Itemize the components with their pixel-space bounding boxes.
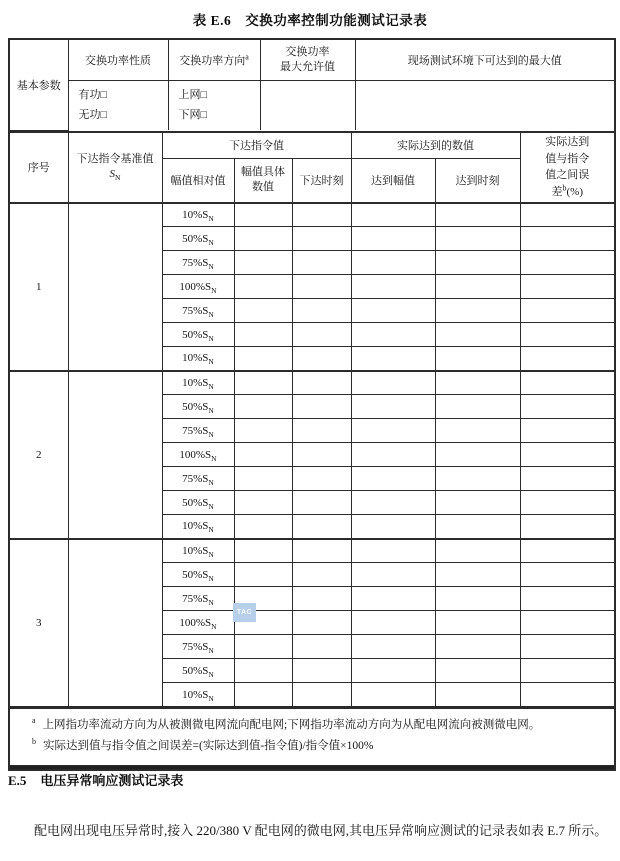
footnote-a: $^a$ 上网指功率流动方向为从被测微电网流向配电网;下网指功率流动方向为从配电网流向被测微电网。 — [32, 716, 541, 731]
to-grid-checkbox: 上网□ — [178, 89, 208, 102]
rel-value-cell: $100\%S_N$ — [162, 443, 234, 467]
reached-amp-cell — [351, 419, 435, 443]
reached-amp-cell — [351, 563, 435, 587]
error-value-cell — [520, 203, 614, 227]
abs-value-cell — [234, 227, 292, 251]
basic-header-row — [10, 40, 614, 80]
rel-value-cell: $50\%S_N$ — [162, 563, 234, 587]
reached-amp-cell — [351, 467, 435, 491]
reached-amp-cell — [351, 515, 435, 539]
error-value-cell — [520, 635, 614, 659]
section-number: E.5 — [8, 773, 27, 788]
table-title: 表 E.6 交换功率控制功能测试记录表 — [192, 13, 428, 28]
base-value-cell — [68, 371, 162, 539]
basic-value-row — [10, 80, 614, 130]
rel-value-cell: $10\%S_N$ — [162, 203, 234, 227]
rel-value-cell: $10\%S_N$ — [162, 683, 234, 707]
table-bottom-rule — [10, 766, 614, 769]
issue-time-cell — [292, 659, 351, 683]
rel-amplitude-header: 幅值相对值 — [162, 159, 234, 203]
rel-value-cell: $10\%S_N$ — [162, 371, 234, 395]
reached-time-cell — [435, 611, 520, 635]
abs-value-cell — [234, 635, 292, 659]
reached-amp-cell — [351, 299, 435, 323]
reached-time-cell — [435, 635, 520, 659]
reached-time-cell — [435, 323, 520, 347]
abs-value-cell — [234, 419, 292, 443]
abs-value-cell — [234, 275, 292, 299]
section-title: 电压异常响应测试记录表 — [40, 773, 184, 788]
reached-time-cell — [435, 395, 520, 419]
reached-time-cell — [435, 419, 520, 443]
error-value-cell — [520, 275, 614, 299]
abs-value-cell — [234, 563, 292, 587]
reached-time-cell — [435, 299, 520, 323]
rel-value-cell: $50\%S_N$ — [162, 659, 234, 683]
reached-amp-cell — [351, 611, 435, 635]
error-value-cell — [520, 395, 614, 419]
rel-value-cell: $100\%S_N$ — [162, 611, 234, 635]
issue-time-cell — [292, 635, 351, 659]
abs-value-cell — [234, 443, 292, 467]
highlight-watermark: TAC — [233, 603, 256, 622]
reached-time-cell — [435, 347, 520, 371]
abs-value-cell — [234, 347, 292, 371]
reached-amp-cell — [351, 491, 435, 515]
reached-time-cell — [435, 251, 520, 275]
reached-amp-cell — [351, 443, 435, 467]
reached-amp-cell — [351, 275, 435, 299]
error-value-cell — [520, 227, 614, 251]
mid-header-row-1 — [10, 132, 614, 159]
error-value-cell — [520, 347, 614, 371]
rel-value-cell: $75\%S_N$ — [162, 635, 234, 659]
test-record-table — [8, 38, 616, 771]
reached-time-cell — [435, 515, 520, 539]
power-direction-options-cell — [168, 80, 260, 130]
abs-value-cell — [234, 659, 292, 683]
reached-time-header: 达到时刻 — [435, 159, 520, 203]
reached-time-cell — [435, 491, 520, 515]
issue-time-cell — [292, 515, 351, 539]
reached-amp-cell — [351, 323, 435, 347]
abs-value-cell — [234, 323, 292, 347]
issue-time-cell — [292, 539, 351, 563]
reached-time-cell — [435, 659, 520, 683]
error-value-cell — [520, 611, 614, 635]
table-footnotes — [10, 707, 614, 766]
rel-value-cell: $100\%S_N$ — [162, 275, 234, 299]
reached-time-cell — [435, 539, 520, 563]
site-max-header: 现场测试环境下可达到的最大值 — [355, 40, 614, 80]
reached-amp-cell — [351, 659, 435, 683]
reached-time-cell — [435, 467, 520, 491]
issue-time-header: 下达时刻 — [292, 159, 351, 203]
body-paragraph: 配电网出现电压异常时,接入 220/380 V 配电网的微电网,其电压异常响应测试的记录表如表 E.7 所示。 — [34, 823, 608, 838]
rel-value-cell: $75\%S_N$ — [162, 299, 234, 323]
footnote-b: $^b$ 实际达到值与指令值之间误差=(实际达到值-指令值)/指令值×100% — [32, 737, 374, 752]
issue-time-cell — [292, 443, 351, 467]
reached-amp-cell — [351, 635, 435, 659]
seq-cell: 3 — [10, 539, 68, 707]
abs-value-cell — [234, 251, 292, 275]
error-value-cell — [520, 587, 614, 611]
issue-time-cell — [292, 419, 351, 443]
base-value-header: 下达指令基准值 $S_N$ — [68, 132, 162, 203]
error-value-cell — [520, 443, 614, 467]
issue-time-cell — [292, 563, 351, 587]
reached-amp-cell — [351, 227, 435, 251]
reached-amp-cell — [351, 251, 435, 275]
rel-value-cell: $50\%S_N$ — [162, 227, 234, 251]
reached-amp-cell — [351, 347, 435, 371]
from-grid-checkbox: 下网□ — [178, 109, 208, 122]
reached-time-cell — [435, 371, 520, 395]
power-nature-options-cell — [68, 80, 168, 130]
reached-time-cell — [435, 275, 520, 299]
reached-time-cell — [435, 203, 520, 227]
rel-value-cell: $10\%S_N$ — [162, 539, 234, 563]
error-header: 实际达到 值与指令 值之间误 差$^b$(%) — [520, 132, 614, 203]
reached-time-cell — [435, 227, 520, 251]
error-value-cell — [520, 419, 614, 443]
rel-value-cell: $50\%S_N$ — [162, 491, 234, 515]
max-allowed-header: 交换功率 最大允许值 — [260, 40, 355, 80]
error-value-cell — [520, 299, 614, 323]
issue-time-cell — [292, 323, 351, 347]
test-data-row — [10, 203, 614, 227]
rel-value-cell: $50\%S_N$ — [162, 395, 234, 419]
rel-value-cell: $75\%S_N$ — [162, 467, 234, 491]
power-nature-header: 交换功率性质 — [68, 40, 168, 80]
power-direction-header: 交换功率方向$^a$ — [168, 40, 260, 80]
issue-time-cell — [292, 275, 351, 299]
reached-time-cell — [435, 683, 520, 707]
command-group-header: 下达指令值 — [162, 132, 351, 159]
issue-time-cell — [292, 299, 351, 323]
basic-params-section — [10, 40, 614, 131]
issue-time-cell — [292, 251, 351, 275]
reached-time-cell — [435, 563, 520, 587]
rel-value-cell: $75\%S_N$ — [162, 587, 234, 611]
abs-value-cell — [234, 515, 292, 539]
reached-time-cell — [435, 587, 520, 611]
abs-value-cell — [234, 203, 292, 227]
error-value-cell — [520, 491, 614, 515]
issue-time-cell — [292, 371, 351, 395]
error-value-cell — [520, 539, 614, 563]
error-value-cell — [520, 251, 614, 275]
reached-amp-cell — [351, 395, 435, 419]
issue-time-cell — [292, 347, 351, 371]
abs-value-cell — [234, 299, 292, 323]
test-values-section — [10, 131, 614, 708]
test-data-row — [10, 371, 614, 395]
site-max-value-cell — [355, 80, 614, 130]
rel-value-cell: $75\%S_N$ — [162, 419, 234, 443]
issue-time-cell — [292, 467, 351, 491]
abs-value-cell — [234, 371, 292, 395]
error-value-cell — [520, 563, 614, 587]
seq-header: 序号 — [10, 132, 68, 203]
reactive-power-checkbox: 无功□ — [78, 109, 108, 122]
abs-value-cell — [234, 491, 292, 515]
active-power-checkbox: 有功□ — [78, 89, 108, 102]
max-allowed-value-cell — [260, 80, 355, 130]
issue-time-cell — [292, 611, 351, 635]
error-value-cell — [520, 659, 614, 683]
reached-amp-header: 达到幅值 — [351, 159, 435, 203]
issue-time-cell — [292, 203, 351, 227]
issue-time-cell — [292, 491, 351, 515]
issue-time-cell — [292, 227, 351, 251]
reached-amp-cell — [351, 371, 435, 395]
abs-value-cell — [234, 467, 292, 491]
error-value-cell — [520, 323, 614, 347]
rel-value-cell: $10\%S_N$ — [162, 347, 234, 371]
error-value-cell — [520, 371, 614, 395]
issue-time-cell — [292, 683, 351, 707]
base-value-cell — [68, 203, 162, 371]
section-heading — [8, 770, 183, 789]
abs-amplitude-header: 幅值具体 数值 — [234, 159, 292, 203]
reached-amp-cell — [351, 539, 435, 563]
actual-group-header: 实际达到的数值 — [351, 132, 520, 159]
error-value-cell — [520, 683, 614, 707]
issue-time-cell — [292, 587, 351, 611]
rel-value-cell: $10\%S_N$ — [162, 515, 234, 539]
abs-value-cell — [234, 683, 292, 707]
basic-params-label: 基本参数 — [10, 40, 68, 130]
test-data-row — [10, 539, 614, 563]
rel-value-cell: $75\%S_N$ — [162, 251, 234, 275]
abs-value-cell — [234, 395, 292, 419]
reached-amp-cell — [351, 683, 435, 707]
base-value-cell — [68, 539, 162, 707]
issue-time-cell — [292, 395, 351, 419]
error-value-cell — [520, 467, 614, 491]
rel-value-cell: $50\%S_N$ — [162, 323, 234, 347]
reached-time-cell — [435, 443, 520, 467]
error-value-cell — [520, 515, 614, 539]
reached-amp-cell — [351, 203, 435, 227]
seq-cell: 1 — [10, 203, 68, 371]
reached-amp-cell — [351, 587, 435, 611]
seq-cell: 2 — [10, 371, 68, 539]
abs-value-cell — [234, 539, 292, 563]
